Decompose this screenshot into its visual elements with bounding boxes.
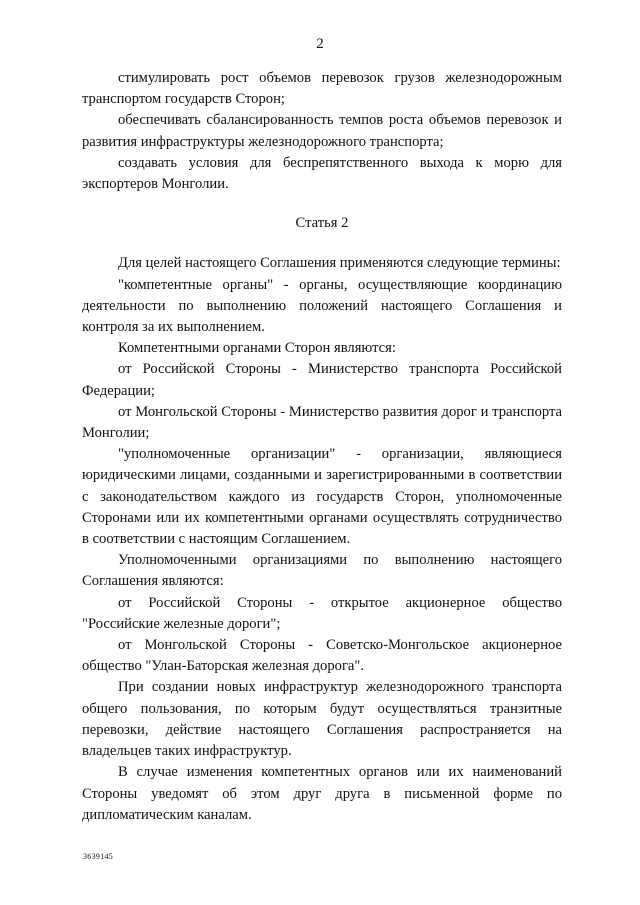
paragraph: Уполномоченными организациями по выполнению настоящего Соглашения являются: bbox=[82, 552, 562, 590]
paragraph: "компетентные органы" - органы, осуществляющие координацию деятельности по выполнению положений настоящего Соглашения и контроля за их выполнением. bbox=[82, 276, 562, 336]
paragraph: обеспечивать сбалансированность темпов роста объемов перевозок и развития инфраструктуры железнодорожного транспорта; bbox=[82, 112, 562, 150]
document-body bbox=[82, 68, 562, 826]
page-number: 2 bbox=[316, 36, 324, 52]
document-code: 3639145 bbox=[83, 852, 114, 861]
article-heading: Статья 2 bbox=[295, 215, 349, 232]
paragraph: При создании новых инфраструктур железнодорожного транспорта общего пользования, по которым будут осуществляться транзитные перевозки, действие настоящего Соглашения распространяется на владельцев таких инфраструктур. bbox=[82, 679, 562, 760]
paragraph: от Российской Стороны - открытое акционерное общество "Российские железные дороги"; bbox=[82, 594, 562, 632]
paragraph: от Монгольской Стороны - Министерство развития дорог и транспорта Монголии; bbox=[82, 403, 562, 442]
paragraph: "уполномоченные организации" - организации, являющиеся юридическими лицами, созданными и зарегистрированными в соответствии с законодательством каждого из государств Сторон, уполномоченные Сторонами или их компетентными органами осуществлять сотрудничество в соответствии с настоящим Соглашением. bbox=[82, 446, 562, 548]
paragraph: В случае изменения компетентных органов или их наименований Стороны уведомят об этом друг друга в письменной форме по дипломатическим каналам. bbox=[82, 764, 562, 823]
paragraph: Компетентными органами Сторон являются: bbox=[118, 340, 396, 357]
paragraph: стимулировать рост объемов перевозок грузов железнодорожным транспортом государств Сторон; bbox=[82, 70, 562, 108]
paragraph: Для целей настоящего Соглашения применяются следующие термины: bbox=[118, 255, 561, 272]
paragraph: создавать условия для беспрепятственного выхода к морю для экспортеров Монголии. bbox=[82, 154, 562, 193]
paragraph: от Монгольской Стороны - Советско-Монгольское акционерное общество "Улан-Баторская железная дорога". bbox=[82, 637, 562, 675]
paragraph: от Российской Стороны - Министерство транспорта Российской Федерации; bbox=[82, 361, 562, 399]
